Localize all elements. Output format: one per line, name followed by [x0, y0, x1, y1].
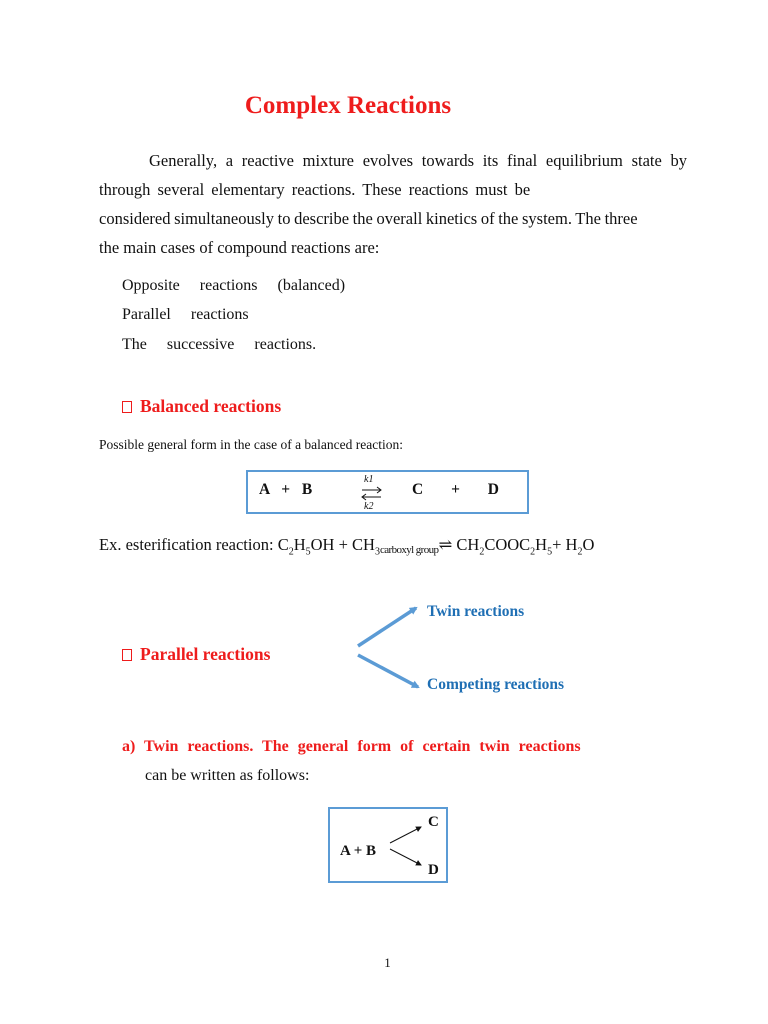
- intro-paragraph: [99, 146, 687, 262]
- k-backward-label: k2: [364, 501, 374, 512]
- equation-products: C + D: [412, 481, 500, 498]
- checkbox-bullet-icon: [122, 649, 132, 661]
- case-item-opposite: Opposite reactions (balanced): [122, 277, 346, 294]
- case-item-parallel: Parallel reactions: [122, 306, 249, 323]
- intro-line-4: the main cases of compound reactions are:: [99, 238, 380, 257]
- twin-product-top: C: [428, 814, 439, 830]
- intro-line-3: considered simultaneously to describe the overall kinetics of the system. The three: [99, 209, 638, 228]
- balanced-description: Possible general form in the case of a balanced reaction:: [99, 437, 404, 452]
- balanced-equation-box: [246, 470, 529, 514]
- parallel-heading: [122, 644, 270, 665]
- equation-reactants: A + B: [259, 481, 314, 498]
- balanced-heading: [122, 396, 281, 417]
- branch-arrows-icon: [354, 600, 426, 696]
- twin-reactants: A + B: [340, 843, 377, 859]
- competing-reactions-label: Competing reactions: [427, 676, 565, 693]
- case-item-successive: The successive reactions.: [122, 336, 317, 353]
- twin-reactions-label: Twin reactions: [427, 603, 525, 620]
- twin-reactions-subtitle: can be written as follows:: [145, 767, 310, 784]
- intro-line-1: Generally, a reactive mixture evolves towards its final equilibrium state by: [149, 151, 687, 170]
- balanced-heading-text: Balanced reactions: [140, 396, 282, 416]
- esterification-example: Ex. esterification reaction: $C_2H_5OH$ + $CH_3carboxyl$ group⇌ $CH_2COOC_2H_5+ H_2O$: [99, 535, 595, 558]
- k-forward-label: k1: [364, 474, 374, 485]
- page-number: 1: [384, 955, 391, 970]
- equilibrium-symbol: ⇌: [438, 535, 453, 554]
- twin-reactions-title: a) Twin reactions. The general form of certain twin reactions: [122, 738, 581, 755]
- intro-line-2: through several elementary reactions. These reactions must be: [99, 180, 531, 199]
- twin-product-bottom: D: [428, 862, 439, 878]
- checkbox-bullet-icon: [122, 401, 132, 413]
- twin-arrows-icon: [388, 823, 428, 871]
- page-title: Complex Reactions: [244, 92, 452, 119]
- twin-reaction-diagram: [328, 807, 448, 883]
- parallel-heading-text: Parallel reactions: [140, 644, 271, 664]
